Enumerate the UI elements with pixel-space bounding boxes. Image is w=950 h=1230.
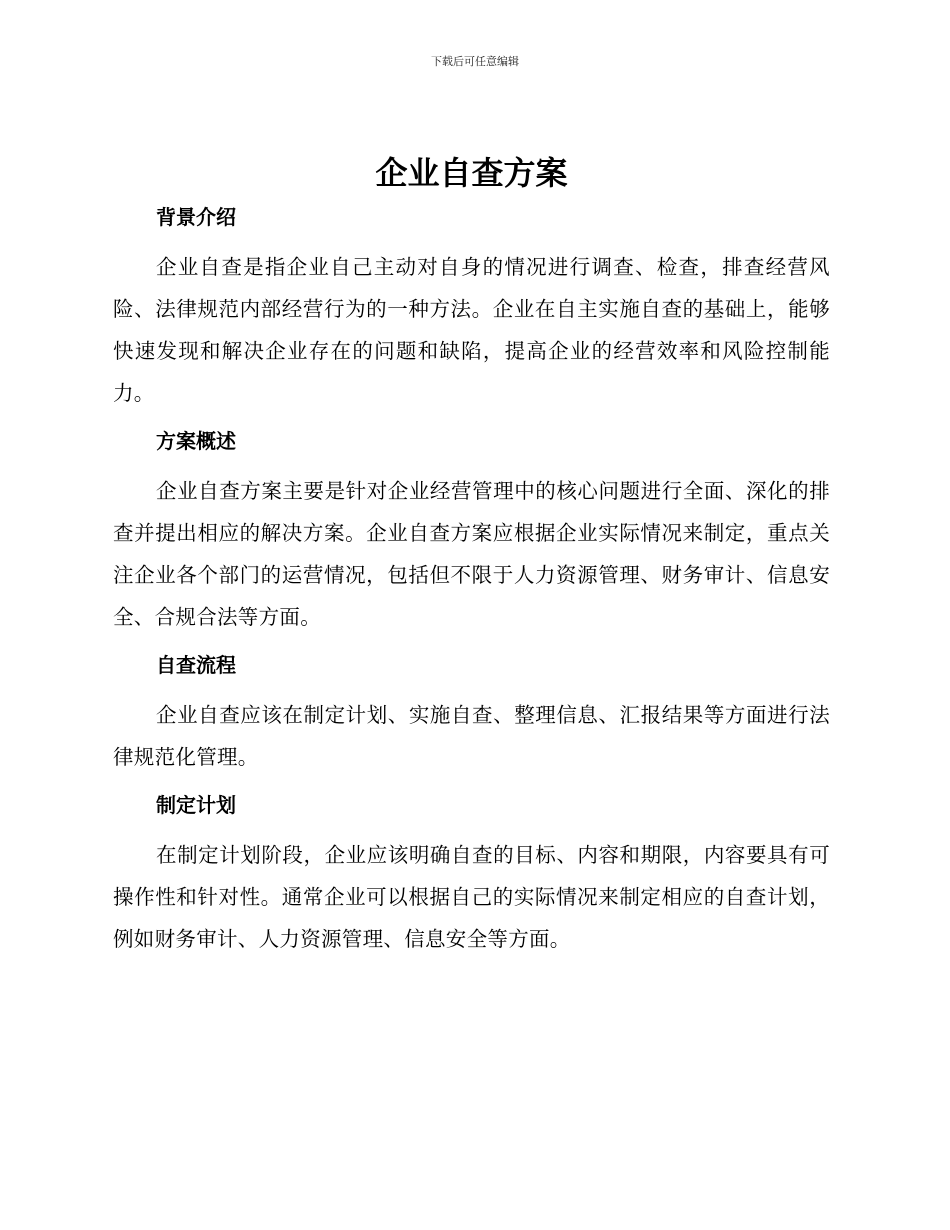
section-paragraph: 企业自查方案主要是针对企业经营管理中的核心问题进行全面、深化的排查并提出相应的解决方案。企业自查方案应根据企业实际情况来制定，重点关注企业各个部门的运营情况，包括但不限于人力资源管理、财务审计、信息安全、合规合法等方面。 [113,479,830,629]
section-process [113,650,830,778]
section-heading: 方案概述 [156,429,236,453]
section-heading: 自查流程 [156,653,236,677]
section-overview [113,426,830,638]
section-heading: 制定计划 [156,793,236,817]
document-body [113,150,830,972]
document-title: 企业自查方案 [375,154,568,192]
page-header: 下载后可任意编辑 [431,55,519,68]
section-background [113,202,830,414]
section-paragraph: 企业自查是指企业自己主动对自身的情况进行调查、检查，排查经营风险、法律规范内部经营行为的一种方法。企业在自主实施自查的基础上，能够快速发现和解决企业存在的问题和缺陷，提高企业的经营效率和风险控制能力。 [113,255,830,405]
section-heading: 背景介绍 [156,205,236,229]
section-plan [113,790,830,960]
section-paragraph: 在制定计划阶段，企业应该明确自查的目标、内容和期限，内容要具有可操作性和针对性。通常企业可以根据自己的实际情况来制定相应的自查计划，例如财务审计、人力资源管理、信息安全等方面。 [113,843,830,951]
section-paragraph: 企业自查应该在制定计划、实施自查、整理信息、汇报结果等方面进行法律规范化管理。 [113,703,830,769]
